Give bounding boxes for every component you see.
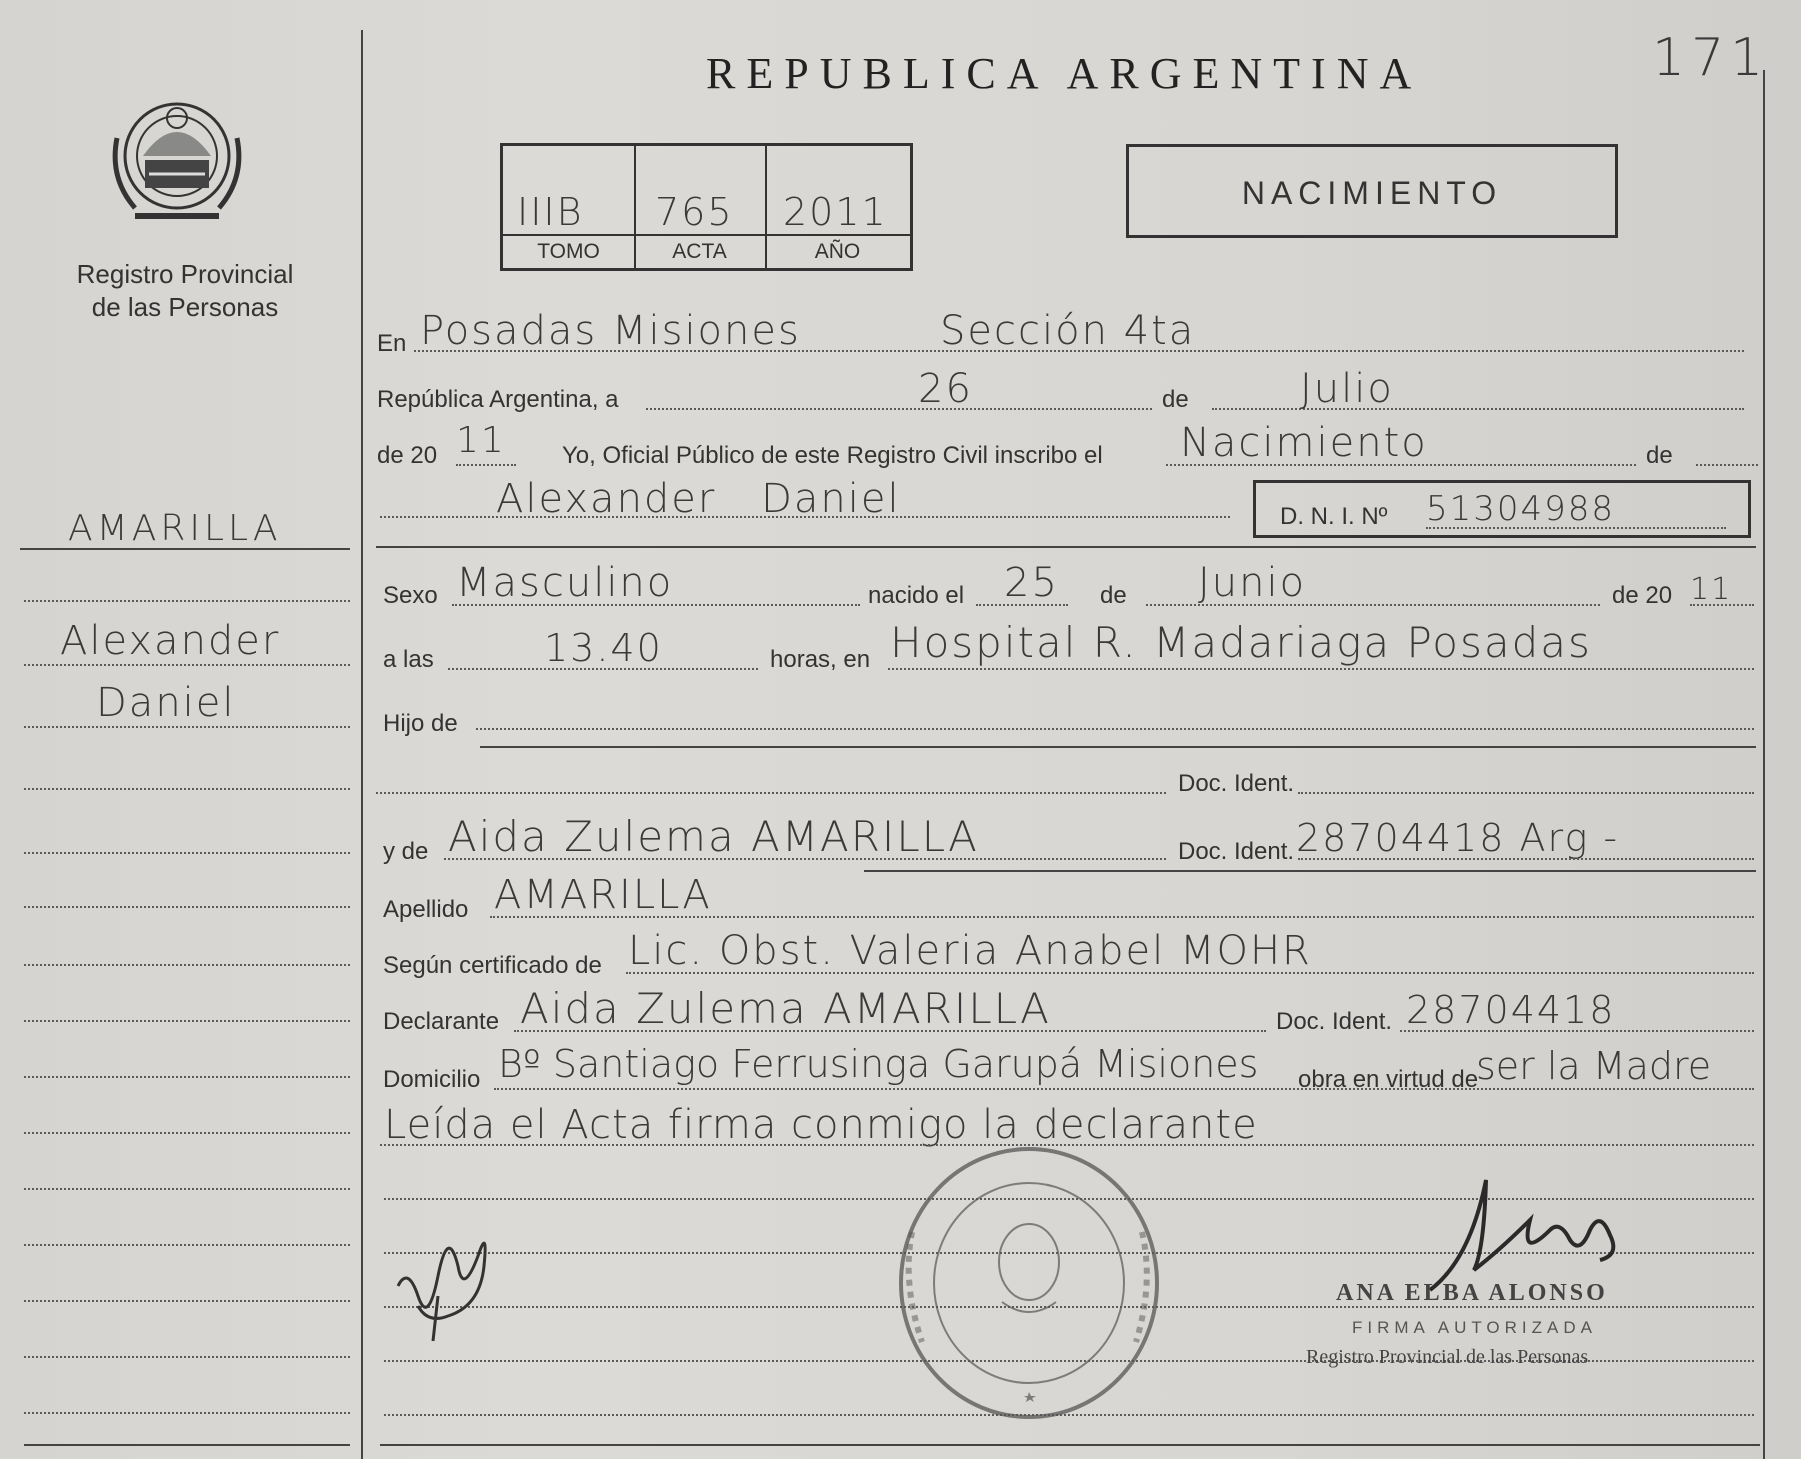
line-hora bbox=[448, 668, 758, 670]
label-doc-ident-madre: Doc. Ident. bbox=[1178, 838, 1295, 865]
margin-line-4 bbox=[24, 788, 350, 790]
misiones-coat-of-arms-icon bbox=[105, 78, 250, 230]
line-father-doc-end bbox=[1298, 792, 1754, 794]
value-madre: Aida Zulema AMARILLA bbox=[448, 812, 979, 861]
anio-value: 2011 bbox=[783, 190, 888, 234]
line-hijo-rule bbox=[480, 746, 1756, 748]
dni-label: D. N. I. Nº bbox=[1280, 503, 1388, 530]
line-event-end bbox=[1696, 464, 1758, 466]
acta-label: ACTA bbox=[672, 240, 727, 263]
label-doc-ident-father: Doc. Ident. bbox=[1178, 770, 1295, 797]
label-de-birth-month: de bbox=[1100, 582, 1127, 609]
line-declarante bbox=[514, 1030, 1266, 1032]
line-madre-doc bbox=[1298, 858, 1754, 860]
line-domicilio bbox=[494, 1088, 1754, 1090]
value-birth-month: Junio bbox=[1198, 560, 1307, 606]
value-madre-doc: 28704418 Arg - bbox=[1296, 816, 1620, 860]
right-page-border bbox=[1763, 70, 1765, 1459]
value-apellido: AMARILLA bbox=[494, 872, 712, 918]
tomo-value: IIIB bbox=[517, 190, 584, 234]
official-role: FIRMA AUTORIZADA bbox=[1352, 1318, 1597, 1337]
value-declarante-doc: 28704418 bbox=[1406, 988, 1616, 1032]
value-year-suffix: 11 bbox=[456, 420, 506, 461]
line-section-break bbox=[376, 546, 1756, 548]
margin-line-13 bbox=[24, 1300, 350, 1302]
margin-name-1: Alexander bbox=[60, 618, 281, 664]
margin-line-5 bbox=[24, 852, 350, 854]
line-birth-month bbox=[1146, 604, 1600, 606]
margin-surname: AMARILLA bbox=[68, 508, 282, 549]
value-declarante: Aida Zulema AMARILLA bbox=[520, 984, 1051, 1033]
label-de-month: de bbox=[1162, 386, 1189, 413]
label-de-event: de bbox=[1646, 442, 1673, 469]
margin-line-7 bbox=[24, 964, 350, 966]
line-hijo bbox=[476, 728, 1754, 730]
value-event: Nacimiento bbox=[1180, 420, 1428, 466]
label-alas: a las bbox=[383, 646, 434, 673]
dni-box bbox=[1253, 480, 1751, 538]
label-en: En bbox=[377, 330, 407, 357]
label-domicilio: Domicilio bbox=[383, 1066, 481, 1093]
label-hijo: Hijo de bbox=[383, 710, 458, 737]
margin-line-1 bbox=[24, 600, 350, 602]
label-yde: y de bbox=[383, 838, 429, 865]
label-sexo: Sexo bbox=[383, 582, 438, 609]
registry-name-line1: Registro Provincial bbox=[76, 259, 294, 289]
value-birth-day: 25 bbox=[1004, 560, 1059, 606]
value-lugar: Hospital R. Madariaga Posadas bbox=[890, 618, 1592, 667]
line-certificado bbox=[626, 972, 1754, 974]
page-number: 171 bbox=[1652, 28, 1770, 88]
margin-line-0 bbox=[20, 548, 350, 550]
country-title: REPUBLICA ARGENTINA bbox=[706, 49, 1423, 98]
label-nacido: nacido el bbox=[868, 582, 965, 609]
registry-name bbox=[40, 258, 330, 324]
line-year bbox=[456, 464, 516, 466]
margin-line-8 bbox=[24, 1020, 350, 1022]
value-obra: ser la Madre bbox=[1476, 1044, 1712, 1088]
label-horas: horas, en bbox=[770, 646, 871, 673]
margin-line-10 bbox=[24, 1132, 350, 1134]
declarant-signature-icon bbox=[388, 1206, 508, 1346]
margin-line-14 bbox=[24, 1356, 350, 1358]
line-event bbox=[1166, 464, 1636, 466]
label-doc-ident-declarante: Doc. Ident. bbox=[1276, 1008, 1393, 1035]
value-sexo: Masculino bbox=[456, 560, 674, 606]
dni-value: 51304988 bbox=[1426, 489, 1616, 529]
anio-label: AÑO bbox=[814, 240, 861, 263]
line-lugar bbox=[888, 668, 1754, 670]
line-birth-year bbox=[1690, 604, 1754, 606]
margin-line-12 bbox=[24, 1244, 350, 1246]
line-birth-day bbox=[976, 604, 1068, 606]
acta-value: 765 bbox=[655, 190, 734, 234]
value-child-names: Alexander Daniel bbox=[496, 476, 901, 522]
line-father-doc bbox=[376, 792, 1166, 794]
value-certificado: Lic. Obst. Valeria Anabel MOHR bbox=[628, 928, 1312, 974]
line-bottom bbox=[380, 1444, 1760, 1446]
value-day: 26 bbox=[918, 366, 973, 412]
value-seccion: Sección 4ta bbox=[940, 308, 1196, 354]
acta-reference-table bbox=[500, 143, 913, 271]
line-declarante-doc bbox=[1400, 1030, 1754, 1032]
label-yo: Yo, Oficial Público de este Registro Civil inscribo el bbox=[562, 442, 1103, 469]
label-apellido: Apellido bbox=[383, 896, 469, 923]
act-type-box bbox=[1126, 144, 1618, 238]
line-sexo bbox=[452, 604, 860, 606]
left-column-border bbox=[361, 30, 363, 1459]
label-segun: Según certificado de bbox=[383, 952, 602, 979]
tomo-label: TOMO bbox=[537, 240, 600, 263]
margin-line-2 bbox=[24, 664, 350, 666]
act-type-label: NACIMIENTO bbox=[1241, 175, 1503, 211]
margin-line-6 bbox=[24, 906, 350, 908]
registry-name-line2: de las Personas bbox=[91, 292, 279, 322]
line-apellido bbox=[490, 916, 1754, 918]
margin-line-11 bbox=[24, 1188, 350, 1190]
value-domicilio: Bº Santiago Ferrusinga Garupá Misiones bbox=[498, 1042, 1259, 1086]
value-place: Posadas Misiones bbox=[420, 308, 801, 354]
line-month bbox=[1212, 408, 1744, 410]
label-obra: obra en virtud de bbox=[1298, 1066, 1479, 1093]
official-registry: Registro Provincial de las Personas bbox=[1306, 1346, 1589, 1368]
line-day bbox=[646, 408, 1152, 410]
margin-line-3 bbox=[24, 726, 350, 728]
label-de20: de 20 bbox=[377, 442, 438, 469]
line-madre bbox=[444, 858, 1166, 860]
line-madre-rule bbox=[864, 870, 1756, 872]
value-hora: 13.40 bbox=[544, 626, 663, 670]
official-name: ANA ELBA ALONSO bbox=[1336, 1280, 1608, 1306]
label-de-year: de 20 bbox=[1612, 582, 1673, 609]
margin-name-2: Daniel bbox=[96, 680, 236, 726]
value-month: Julio bbox=[1300, 366, 1394, 412]
value-birth-year: 11 bbox=[1690, 572, 1733, 607]
official-seal-icon bbox=[892, 1142, 1166, 1424]
margin-line-16 bbox=[24, 1444, 350, 1446]
label-declarante: Declarante bbox=[383, 1008, 500, 1035]
value-leida: Leída el Acta firma conmigo la declarante bbox=[384, 1102, 1258, 1148]
margin-line-15 bbox=[24, 1412, 350, 1414]
margin-line-9 bbox=[24, 1076, 350, 1078]
label-republica: República Argentina, a bbox=[377, 386, 619, 413]
